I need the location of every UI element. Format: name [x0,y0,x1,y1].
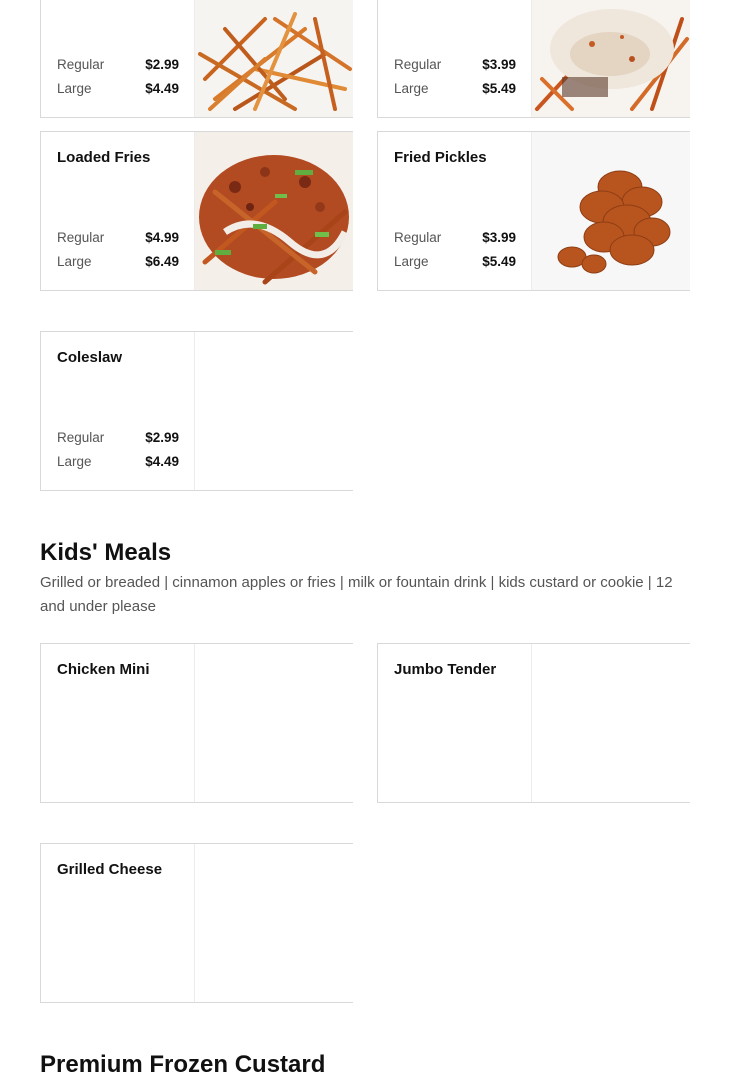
price-large: $6.49 [145,254,179,269]
price-regular: $2.99 [145,430,179,445]
size-large: Large [394,81,429,96]
size-regular: Regular [57,230,105,245]
menu-card-coleslaw[interactable] [40,331,353,491]
size-large: Large [57,81,92,96]
menu-card-grilled-cheese[interactable] [40,843,353,1003]
fries-image [194,0,353,117]
size-large: Large [394,254,429,269]
price-large: $4.49 [145,81,179,96]
size-regular: Regular [394,230,442,245]
image-placeholder [194,644,353,802]
price-large: $5.49 [482,254,516,269]
price-list [57,226,179,274]
item-name: Coleslaw [57,349,123,366]
section-description-kids-meals: Grilled or breaded | cinnamon apples or fries | milk or fountain drink | kids custard or cookie | 12 and under please [40,574,673,615]
price-list [394,53,516,101]
price-large: $5.49 [482,81,516,96]
section-title-premium-frozen-custard: Premium Frozen Custard [40,1051,326,1078]
menu-card-fried-pickles[interactable] [377,131,690,291]
item-name: Grilled Cheese [57,861,163,878]
image-placeholder [531,644,690,802]
loaded-fries-image [194,132,353,290]
item-name: Chicken Mini [57,661,150,678]
price-regular: $2.99 [145,57,179,72]
image-placeholder [194,844,353,1002]
fried-pickles-image [531,132,690,290]
size-large: Large [57,254,92,269]
section-title-kids-meals: Kids' Meals [40,539,172,566]
size-regular: Regular [394,57,442,72]
menu-card-cheese-fries[interactable] [377,0,690,118]
size-regular: Regular [57,57,105,72]
menu-card-chicken-mini[interactable] [40,643,353,803]
price-list [394,226,516,274]
item-name: Fried Pickles [394,149,487,166]
cheese-fries-image [531,0,690,117]
item-name: Loaded Fries [57,149,151,166]
menu-card-loaded-fries[interactable] [40,131,353,291]
price-large: $4.49 [145,454,179,469]
price-list [57,426,179,474]
price-list [57,53,179,101]
menu-card-fries[interactable] [40,0,353,118]
size-regular: Regular [57,430,105,445]
menu-card-jumbo-tender[interactable] [377,643,690,803]
item-name: Jumbo Tender [394,661,497,678]
price-regular: $3.99 [482,230,516,245]
price-regular: $4.99 [145,230,179,245]
image-placeholder [194,332,353,490]
price-regular: $3.99 [482,57,516,72]
size-large: Large [57,454,92,469]
